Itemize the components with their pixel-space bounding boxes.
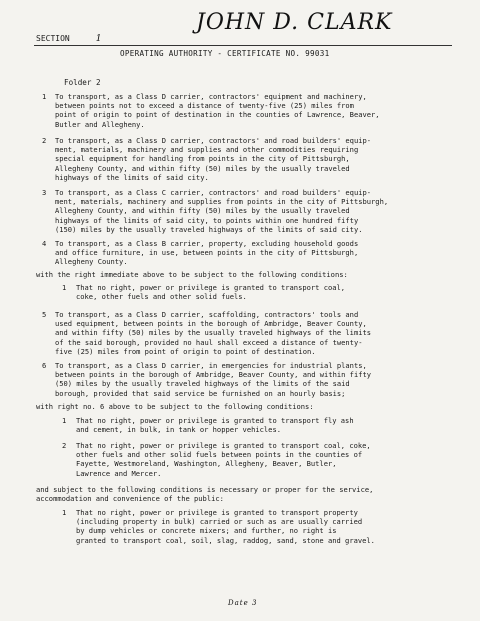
condition-intro-4: with the right immediate above to be subject to the following conditions: <box>36 270 348 279</box>
footer-handwritten-mark: Date 3 <box>228 599 258 607</box>
item-number-4: 4 <box>42 239 47 248</box>
item-number-1: 1 <box>42 92 47 101</box>
closing-intro: and subject to the following conditions is necessary or proper for the service, accommodation and convenience of the public: <box>36 485 374 504</box>
condition-6-1: That no right, power or privilege is granted to transport fly ash and cement, in bulk, in tank or hopper vehicles. <box>76 416 354 435</box>
item-number-6: 6 <box>42 361 47 370</box>
condition-6-2-number: 2 <box>62 441 67 450</box>
item-number-5: 5 <box>42 310 47 319</box>
folder-label: Folder 2 <box>64 78 101 87</box>
item-3: To transport, as a Class C carrier, contractors' and road builders' equip- ment, materials, machinery and supplies from points in the city of Pittsburgh, Allegheny County, and within fifty (50) miles by the usually traveled highways of the limits of said city, to points within one hundred fifty (150) miles by the usually traveled highways of the limits of said city. <box>55 188 389 234</box>
item-1: To transport, as a Class D carrier, contractors' equipment and machinery, between points not to exceed a distance of twenty-five (25) miles from point of origin to point of destination in the counties of Lawrence, Beaver, Butler and Allegheny. <box>55 92 380 129</box>
section-number: 1 <box>95 34 103 44</box>
item-6: To transport, as a Class D carrier, in emergencies for industrial plants, between points in the borough of Ambridge, Beaver County, and within fifty (50) miles by the usually traveled highways of the limits of the said borough, provided that said service be furnished on an hourly basis; <box>55 361 372 398</box>
closing-condition-number: 1 <box>62 508 67 517</box>
header-rule <box>34 45 452 46</box>
item-5: To transport, as a Class D carrier, scaffolding, contractors' tools and used equipment, between points in the borough of Ambridge, Beaver County, and within fifty (50) miles by the usually traveled highways of the limits of the said borough, provided no haul shall exceed a distance of twenty- five (25) miles from point of origin to point of destination. <box>55 310 372 356</box>
item-number-3: 3 <box>42 188 47 197</box>
condition-6-2: That no right, power or privilege is granted to transport coal, coke, other fuels and other solid fuels between points in the counties of Fayette, Westmoreland, Washington, Allegheny, Beaver, Butler, Lawrence and Mercer. <box>76 441 371 478</box>
operating-authority-line: OPERATING AUTHORITY - CERTIFICATE NO. 99031 <box>120 49 330 58</box>
section-label: SECTION <box>36 34 70 43</box>
condition-6-1-number: 1 <box>62 416 67 425</box>
item-number-2: 2 <box>42 136 47 145</box>
closing-condition: That no right, power or privilege is granted to transport property (including property in bulk) carried or such as are usually carried by dump vehicles or concrete mixers; and further, no right is granted to transport coal, soil, slag, raddog, sand, stone and gravel. <box>76 508 375 545</box>
condition-4-number: 1 <box>62 283 67 292</box>
item-2: To transport, as a Class D carrier, contractors' and road builders' equip- ment, materials, machinery and supplies and other commodities requiring special equipment for handling from points in the city of Pittsburgh, Allegheny County, and within fifty (50) miles by the usually traveled highways of the limits of said city. <box>55 136 372 182</box>
item-4: To transport, as a Class B carrier, property, excluding household goods and office furniture, in use, between points in the city of Pittsburgh, Allegheny County. <box>55 239 359 267</box>
handwritten-name: JOHN D. CLARK <box>196 10 393 35</box>
section-header <box>36 34 102 44</box>
condition-intro-6: with right no. 6 above to be subject to the following conditions: <box>36 402 314 411</box>
condition-4-1: That no right, power or privilege is granted to transport coal, coke, other fuels and other solid fuels. <box>76 283 346 302</box>
